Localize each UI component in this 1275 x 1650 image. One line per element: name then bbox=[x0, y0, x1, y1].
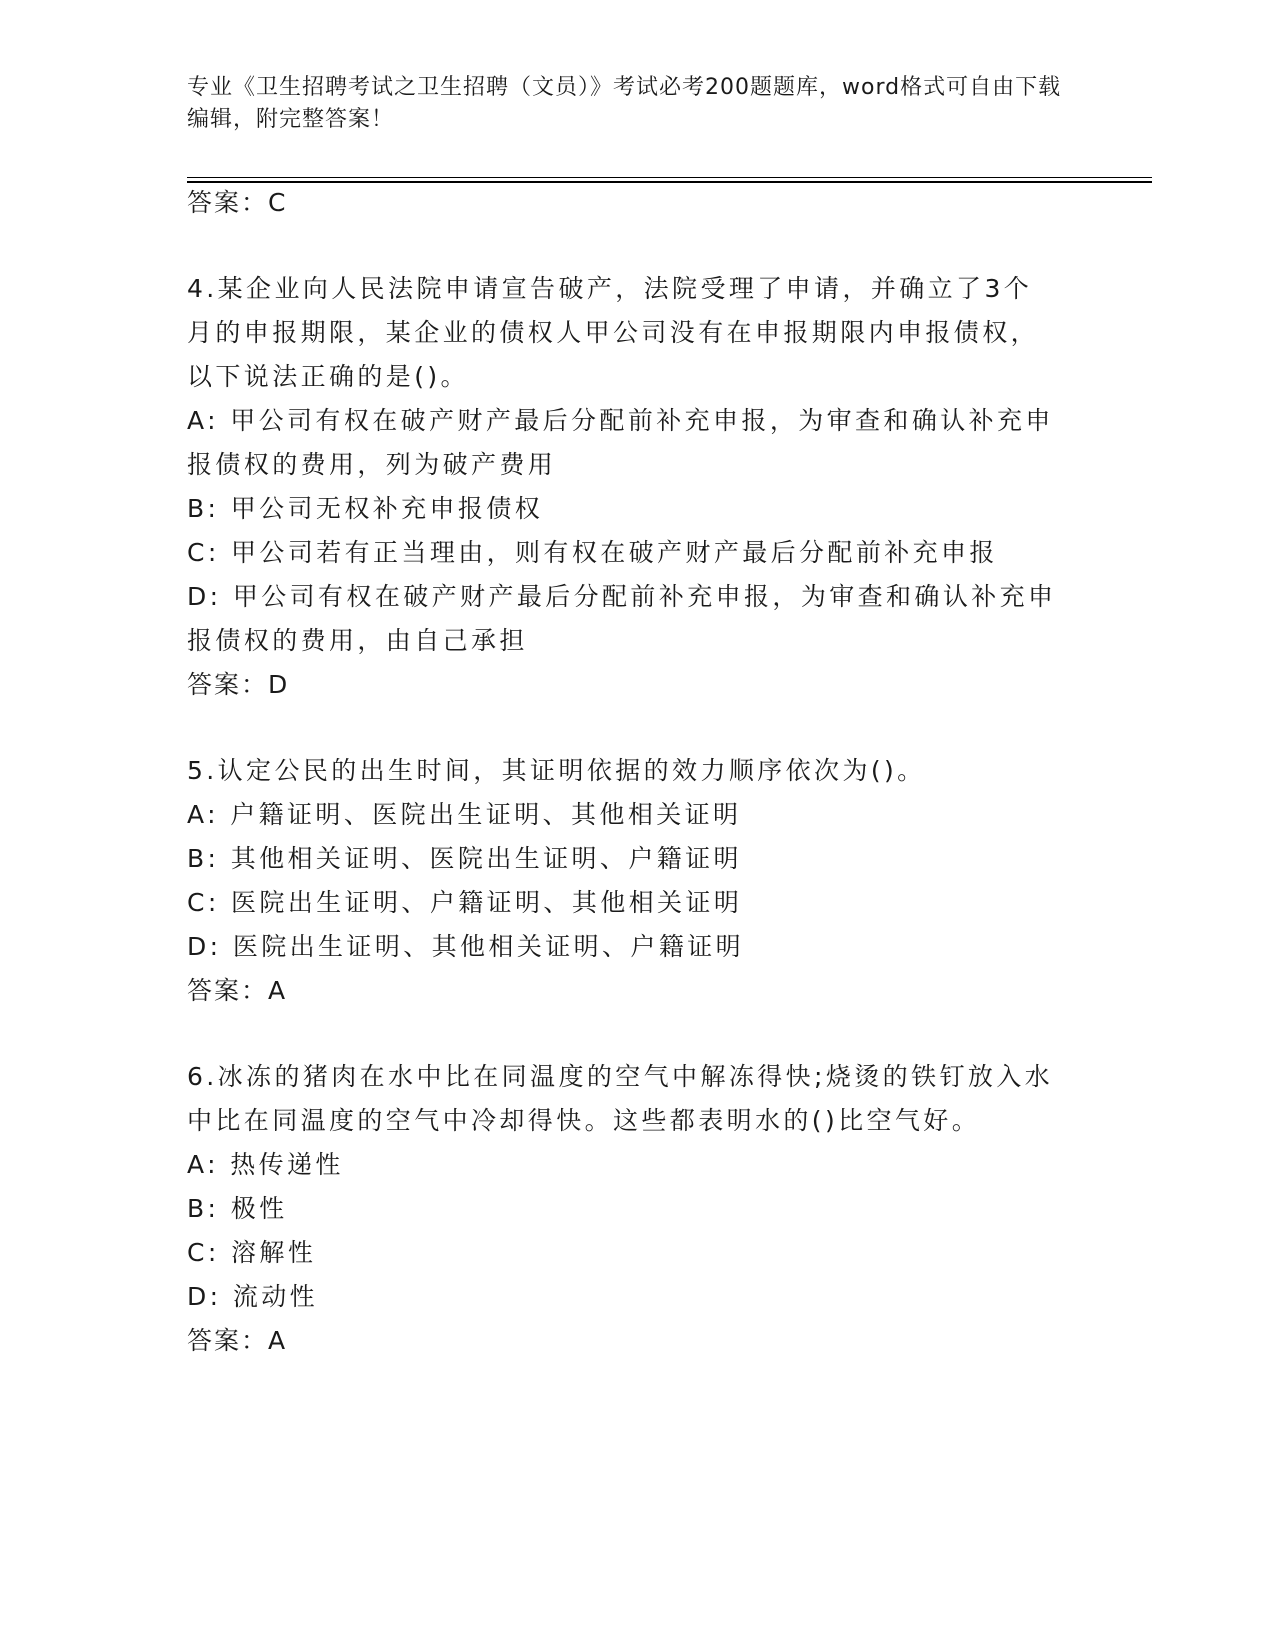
header-divider-thick bbox=[187, 181, 1152, 183]
question-6-option-c: C: 溶解性 bbox=[187, 1238, 317, 1267]
question-4-stem-line-3: 以下说法正确的是()。 bbox=[187, 362, 469, 391]
question-4-option-c: C: 甲公司若有正当理由，则有权在破产财产最后分配前补充申报 bbox=[187, 538, 998, 567]
question-6-option-d: D: 流动性 bbox=[187, 1282, 319, 1311]
question-4-option-d-line-2: 报债权的费用，由自己承担 bbox=[187, 626, 528, 655]
question-4-stem-line-2: 月的申报期限，某企业的债权人甲公司没有在申报期限内申报债权， bbox=[187, 318, 1040, 347]
question-5-option-b: B: 其他相关证明、医院出生证明、户籍证明 bbox=[187, 844, 742, 873]
question-5-stem: 5.认定公民的出生时间，其证明依据的效力顺序依次为()。 bbox=[187, 756, 926, 785]
question-6-stem-line-2: 中比在同温度的空气中冷却得快。这些都表明水的()比空气好。 bbox=[187, 1106, 981, 1135]
question-5-option-c: C: 医院出生证明、户籍证明、其他相关证明 bbox=[187, 888, 743, 917]
question-5-answer: 答案：A bbox=[187, 976, 288, 1005]
question-4-stem-line-1: 4.某企业向人民法院申请宣告破产，法院受理了申请，并确立了3个 bbox=[187, 274, 1033, 303]
question-6-answer: 答案：A bbox=[187, 1326, 288, 1355]
question-5-option-d: D: 医院出生证明、其他相关证明、户籍证明 bbox=[187, 932, 745, 961]
question-6-option-a: A: 热传递性 bbox=[187, 1150, 344, 1179]
question-4-option-d-line-1: D: 甲公司有权在破产财产最后分配前补充申报，为审查和确认补充申 bbox=[187, 582, 1057, 611]
document-header: 专业《卫生招聘考试之卫生招聘（文员）》考试必考200题题库，word格式可自由下载编辑，附完整答案！ bbox=[187, 75, 1062, 132]
question-4-option-b: B: 甲公司无权补充申报债权 bbox=[187, 494, 544, 523]
question-5-option-a: A: 户籍证明、医院出生证明、其他相关证明 bbox=[187, 800, 742, 829]
previous-answer: 答案：C bbox=[187, 188, 288, 217]
question-6-stem-line-1: 6.冰冻的猪肉在水中比在同温度的空气中解冻得快;烧烫的铁钉放入水 bbox=[187, 1062, 1054, 1091]
question-4-option-a-line-2: 报债权的费用，列为破产费用 bbox=[187, 450, 557, 479]
question-4-option-a-line-1: A: 甲公司有权在破产财产最后分配前补充申报，为审查和确认补充申 bbox=[187, 406, 1054, 435]
question-4-answer: 答案：D bbox=[187, 670, 290, 699]
question-6-option-b: B: 极性 bbox=[187, 1194, 288, 1223]
header-divider-thin bbox=[187, 177, 1152, 178]
